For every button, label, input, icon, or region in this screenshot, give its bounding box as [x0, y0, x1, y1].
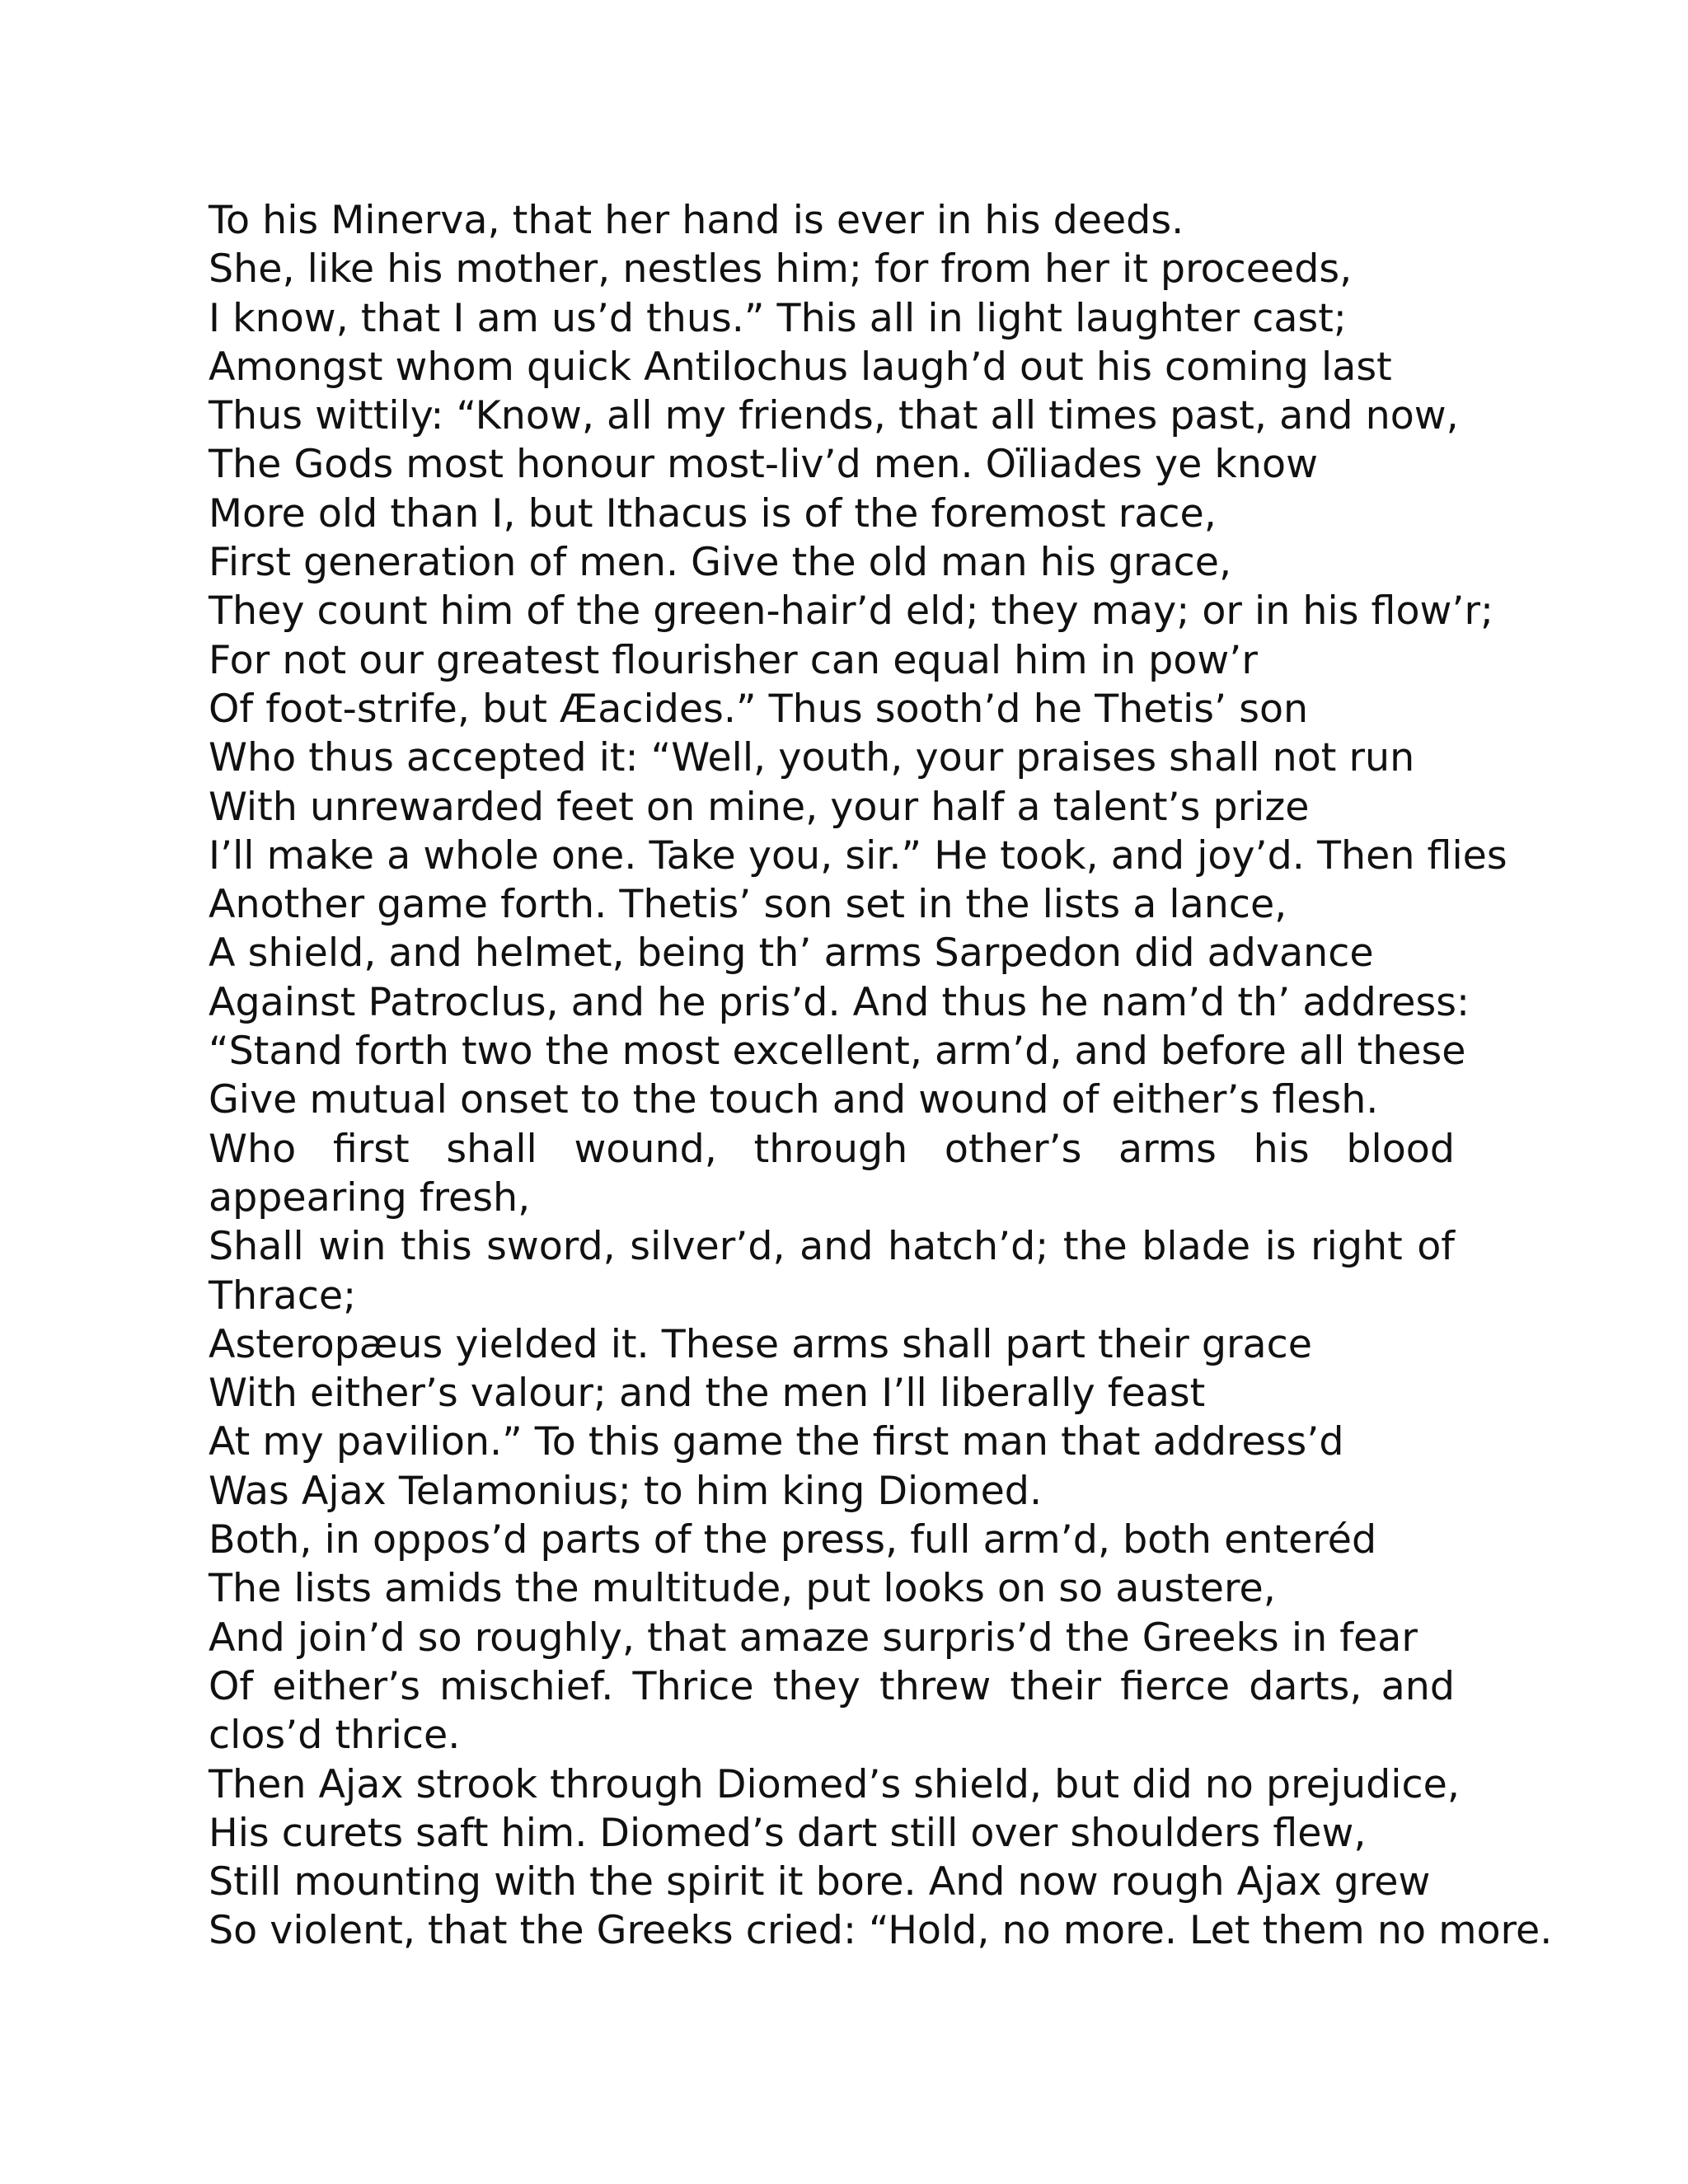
verse-line: For not our greatest flourisher can equal him in pow’r: [209, 637, 1258, 683]
verse-line: With unrewarded feet on mine, your half a talent’s prize: [209, 784, 1310, 830]
verse-line: “Stand forth two the most excellent, arm’d, and before all these: [209, 1029, 1466, 1075]
verse-line: Shall win this sword, silver’d, and hatch’d; the blade is right of Thrace;: [209, 1224, 1455, 1319]
verse-line: With either’s valour; and the men I’ll liberally feast: [209, 1371, 1206, 1417]
verse-line: A shield, and helmet, being th’ arms Sarpedon did advance: [209, 930, 1374, 977]
verse-line: Against Patroclus, and he pris’d. And thus he nam’d th’ address:: [209, 979, 1470, 1025]
verse-line: Still mounting with the spirit it bore. And now rough Ajax grew: [209, 1859, 1431, 1905]
verse-line: More old than I, but Ithacus is of the foremost race,: [209, 490, 1217, 537]
verse-line: And join’d so roughly, that amaze surpris’d the Greeks in fear: [209, 1615, 1418, 1661]
verse-line: At my pavilion.” To this game the first man that address’d: [209, 1419, 1344, 1465]
verse-line: His curets saft him. Diomed’s dart still over shoulders flew,: [209, 1810, 1367, 1856]
verse-line: I know, that I am us’d thus.” This all in light laughter cast;: [209, 295, 1347, 341]
verse-line: First generation of men. Give the old man his grace,: [209, 540, 1232, 586]
verse-line: Who thus accepted it: “Well, youth, your praises shall not run: [209, 735, 1415, 781]
poem-text: [209, 196, 1553, 1956]
verse-line: So violent, that the Greeks cried: “Hold, no more. Let them no more.: [209, 1908, 1553, 1954]
verse-line: Of foot-strife, but Æacides.” Thus sooth’d he Thetis’ son: [209, 686, 1309, 732]
verse-line: Both, in oppos’d parts of the press, full arm’d, both enteréd: [209, 1517, 1377, 1563]
verse-line: They count him of the green-hair’d eld; they may; or in his flow’r;: [209, 588, 1494, 635]
verse-line: I’ll make a whole one. Take you, sir.” He took, and joy’d. Then flies: [209, 832, 1507, 879]
verse-line: The lists amids the multitude, put looks on so austere,: [209, 1566, 1276, 1612]
verse-line: To his Minerva, that her hand is ever in his deeds.: [209, 198, 1184, 243]
verse-line: Another game forth. Thetis’ son set in the lists a lance,: [209, 882, 1287, 928]
verse-line: Then Ajax strook through Diomed’s shield, but did no prejudice,: [209, 1761, 1460, 1807]
verse-line: The Gods most honour most-liv’d men. Oïliades ye know: [209, 442, 1318, 488]
verse-line: Asteropæus yielded it. These arms shall part their grace: [209, 1321, 1312, 1367]
verse-line: Who first shall wound, through other’s arms his blood appearing fresh,: [209, 1126, 1455, 1221]
verse-line: Was Ajax Telamonius; to him king Diomed.: [209, 1468, 1043, 1514]
verse-line: Give mutual onset to the touch and wound of either’s flesh.: [209, 1077, 1379, 1123]
verse-line: Of either’s mischief. Thrice they threw their fierce darts, and clos’d thrice.: [209, 1663, 1455, 1759]
verse-line: Amongst whom quick Antilochus laugh’d out his coming last: [209, 344, 1392, 390]
verse-line: Thus wittily: “Know, all my friends, that all times past, and now,: [209, 393, 1459, 439]
verse-line: She, like his mother, nestles him; for from her it proceeds,: [209, 246, 1353, 293]
